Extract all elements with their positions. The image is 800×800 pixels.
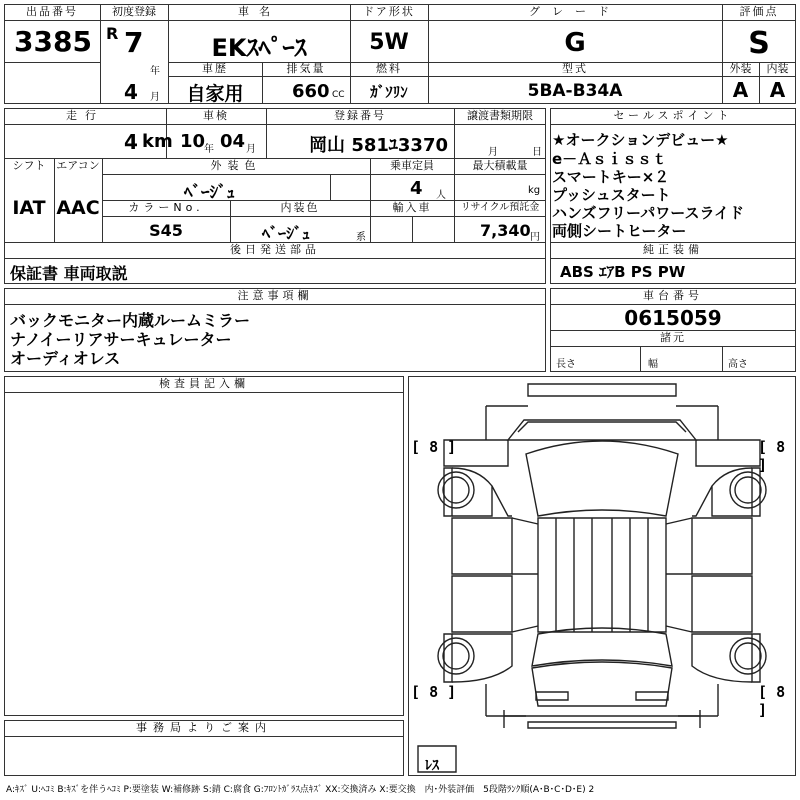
model-label: 型式 [562,62,588,75]
ext-color: ﾍﾞｰｼﾞｭ [184,183,235,203]
inspection-year-unit: 年 [204,144,214,155]
mileage-label: 走行 [66,109,104,122]
sales-point-5: ハンズフリーパワースライド [552,204,745,222]
history: 自家用 [186,83,244,105]
mileage-unit: km [142,131,173,152]
notes-label: 注意事項欄 [237,289,313,302]
inspector-block [4,376,404,716]
note-line-1: バックモニター内蔵ルームミラー [10,311,251,330]
ext-color-label: 外装色 [210,159,262,172]
ac: AAC [56,197,100,219]
exterior-grade: A [732,78,749,102]
score-label: 評価点 [739,5,779,18]
later-docs: 保証書 車両取説 [10,264,128,283]
recycle-label: リサイクル預託金 [460,202,540,213]
shift-label: シフト [12,159,46,172]
tread-rear-right: [ 8 ] [758,683,786,719]
inspection-label: 車検 [203,109,229,122]
sales-points-label: セールスポイント [613,109,733,122]
transfer-month-unit: 月 [488,147,498,158]
first-reg-label: 初度登録 [112,5,156,18]
interior-label: 内装 [766,62,789,75]
import-label: 輸入車 [392,201,432,214]
capacity-unit: 人 [436,190,446,201]
spare-tire: ﾚｽ [425,758,439,774]
color-no-label: カラーNo. [128,201,204,214]
sales-point-6: 両側シートヒーター [552,222,687,240]
month-unit: 月 [150,92,160,103]
door-type: 5W [369,30,409,55]
sales-point-3: スマートキー×２ [552,168,670,186]
car-name: EKｽﾍﾟｰｽ [211,34,307,62]
recycle-fee: 7,340 [480,221,531,240]
ac-label: エアコン [56,159,100,172]
max-load-label: 最大積載量 [472,159,528,172]
history-label: 車歴 [202,62,228,75]
fuel: ｶﾞｿﾘﾝ [370,83,408,101]
tread-front-left: [ 8 ] [411,438,457,456]
color-no: S45 [149,221,183,240]
tread-front-right: [ 8 ] [758,438,786,474]
int-color: ﾍﾞｰｼﾞｭ [262,224,311,243]
displacement-label: 排気量 [286,62,326,75]
sales-point-1: ★オークションデビュー★ [552,131,729,149]
displacement: 660 [292,81,330,102]
equipment: ABS ｴｱB PS PW [560,263,686,281]
interior-grade: A [769,78,786,102]
note-line-2: ナノイーリアサーキュレーター [10,330,232,349]
lot-label: 出品番号 [26,5,78,18]
inspector-label: 検査員記入欄 [159,377,249,390]
capacity-label: 乗車定員 [390,159,434,172]
equipment-label: 純正装備 [643,243,703,256]
tread-front-right-value: 8 [776,438,786,456]
car-name-label: 車名 [238,5,280,18]
mileage: 4 [124,130,138,154]
max-load-unit: kg [528,185,541,196]
reg-month: 4 [124,80,138,104]
later-docs-label: 後日発送部品 [230,243,320,256]
model: 5BA-B34A [527,81,623,101]
chassis-label: 車台番号 [643,289,703,302]
sales-point-2: e－Ａｓｉｓｓｔ [552,150,668,168]
chassis-number: 0615059 [624,306,722,330]
reg-year: 7 [124,26,144,59]
plate-label: 登録番号 [334,109,386,122]
capacity: 4 [410,178,423,199]
height-label: 高さ [728,359,748,370]
plate-number: 岡山 581ﾕ3370 [309,135,448,156]
door-label: ドア形状 [363,5,415,18]
note-line-3: オーディオレス [10,349,121,368]
int-color-unit: 系 [356,232,366,243]
transfer-day-unit: 日 [532,147,542,158]
tread-rear-left: [ 8 ] [411,683,457,701]
inspection-year: 10 [180,131,206,152]
shift: IAT [12,197,46,219]
lot-number: 3385 [14,25,92,58]
length-label: 長さ [556,359,576,370]
inspection-month: 04 [220,131,246,152]
grade: G [564,28,586,58]
transfer-label: 譲渡書類期限 [467,109,533,122]
tread-rear-right-value: 8 [776,683,786,701]
recycle-unit: 円 [530,232,540,243]
fuel-label: 燃料 [376,62,402,75]
tread-rear-left-value: 8 [429,683,439,701]
displacement-unit: CC [332,90,345,100]
width-label: 幅 [648,359,658,370]
specs-label: 諸元 [660,331,686,344]
era: R [106,24,119,43]
car-diagram [408,376,796,776]
score: S [748,26,770,61]
tread-front-left-value: 8 [429,438,439,456]
sales-point-4: プッシュスタート [552,186,671,204]
footer-legend: A:ｷｽﾞ U:ﾍｺﾐ B:ｷｽﾞを伴うﾍｺﾐ P:要塗装 W:補修跡 S:錆 C:腐食 G:ﾌﾛﾝﾄｶﾞﾗｽ点ｷｽﾞ XX:交換済み X:要交換 内･外装評価 5段階ﾗﾝｸ順(A･B･C･D･E) 2 [6,785,595,795]
year-unit: 年 [150,66,160,77]
office-label: 事務局よりご案内 [136,721,272,734]
int-color-label: 内装色 [280,201,320,214]
exterior-label: 外装 [729,62,752,75]
grade-label: グレード [529,5,621,18]
inspection-month-unit: 月 [246,144,256,155]
